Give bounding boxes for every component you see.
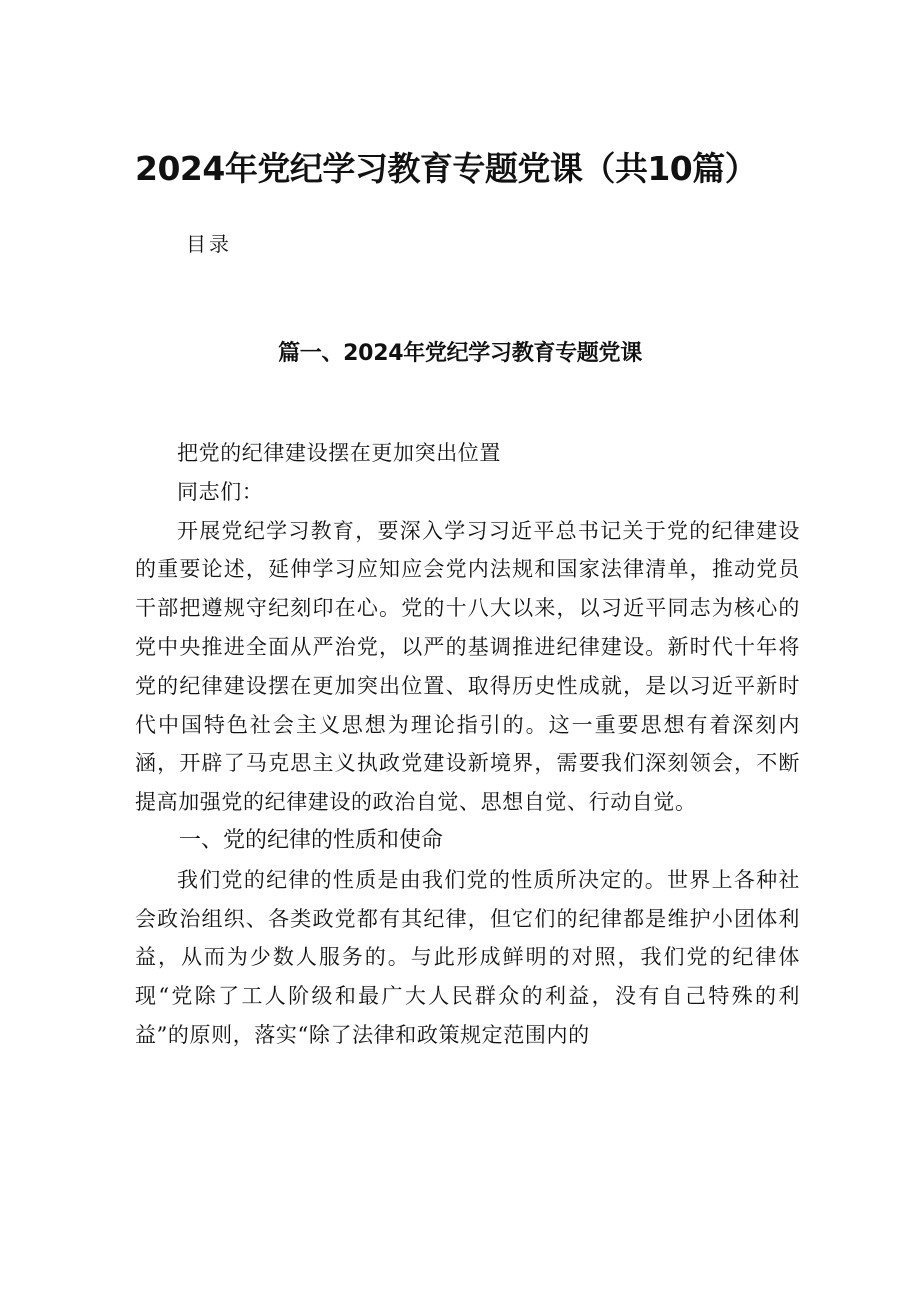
salutation: 同志们： xyxy=(177,479,264,504)
speech-title: 把党的纪律建设摆在更加突出位置 xyxy=(177,441,501,465)
chapter-title: 篇一、2024年党纪学习教育专题党课 xyxy=(278,341,642,366)
paragraph-1: 开展党纪学习教育，要深入学习习近平总书记关于党的纪律建设的重要论述，延伸学习应知应会党内法规和国家法律清单，推动党员干部把遵规守纪刻印在心。党的十八大以来，以习近平同志为核心的党中央推进全面从严治党，以严的基调推进纪律建设。新时代十年将党的纪律建设摆在更加突出位置、取得历史性成就，是以习近平新时代中国特色社会主义思想为理论指引的。这一重要思想有着深刻内涵，开辟了马克思主义执政党建设新境界，需要我们深刻领会，不断提高加强党的纪律建设的政治自觉、思想自觉、行动自觉。 xyxy=(135,518,800,815)
section-1-heading: 一、党的纪律的性质和使命 xyxy=(179,827,444,853)
table-of-contents-label: 目录 xyxy=(186,232,232,256)
document-title: 2024年党纪学习教育专题党课（共10篇） xyxy=(135,149,758,188)
document-body xyxy=(135,434,800,1055)
paragraph-2: 我们党的纪律的性质是由我们党的性质所决定的。世界上各种社会政治组织、各类政党都有其纪律，但它们的纪律都是维护小团体利益，从而为少数人服务的。与此形成鲜明的对照，我们党的纪律体现“党除了工人阶级和最广大人民群众的利益，没有自己特殊的利益”的原则，落实“除了法律和政策规定范围内的 xyxy=(135,867,800,1047)
